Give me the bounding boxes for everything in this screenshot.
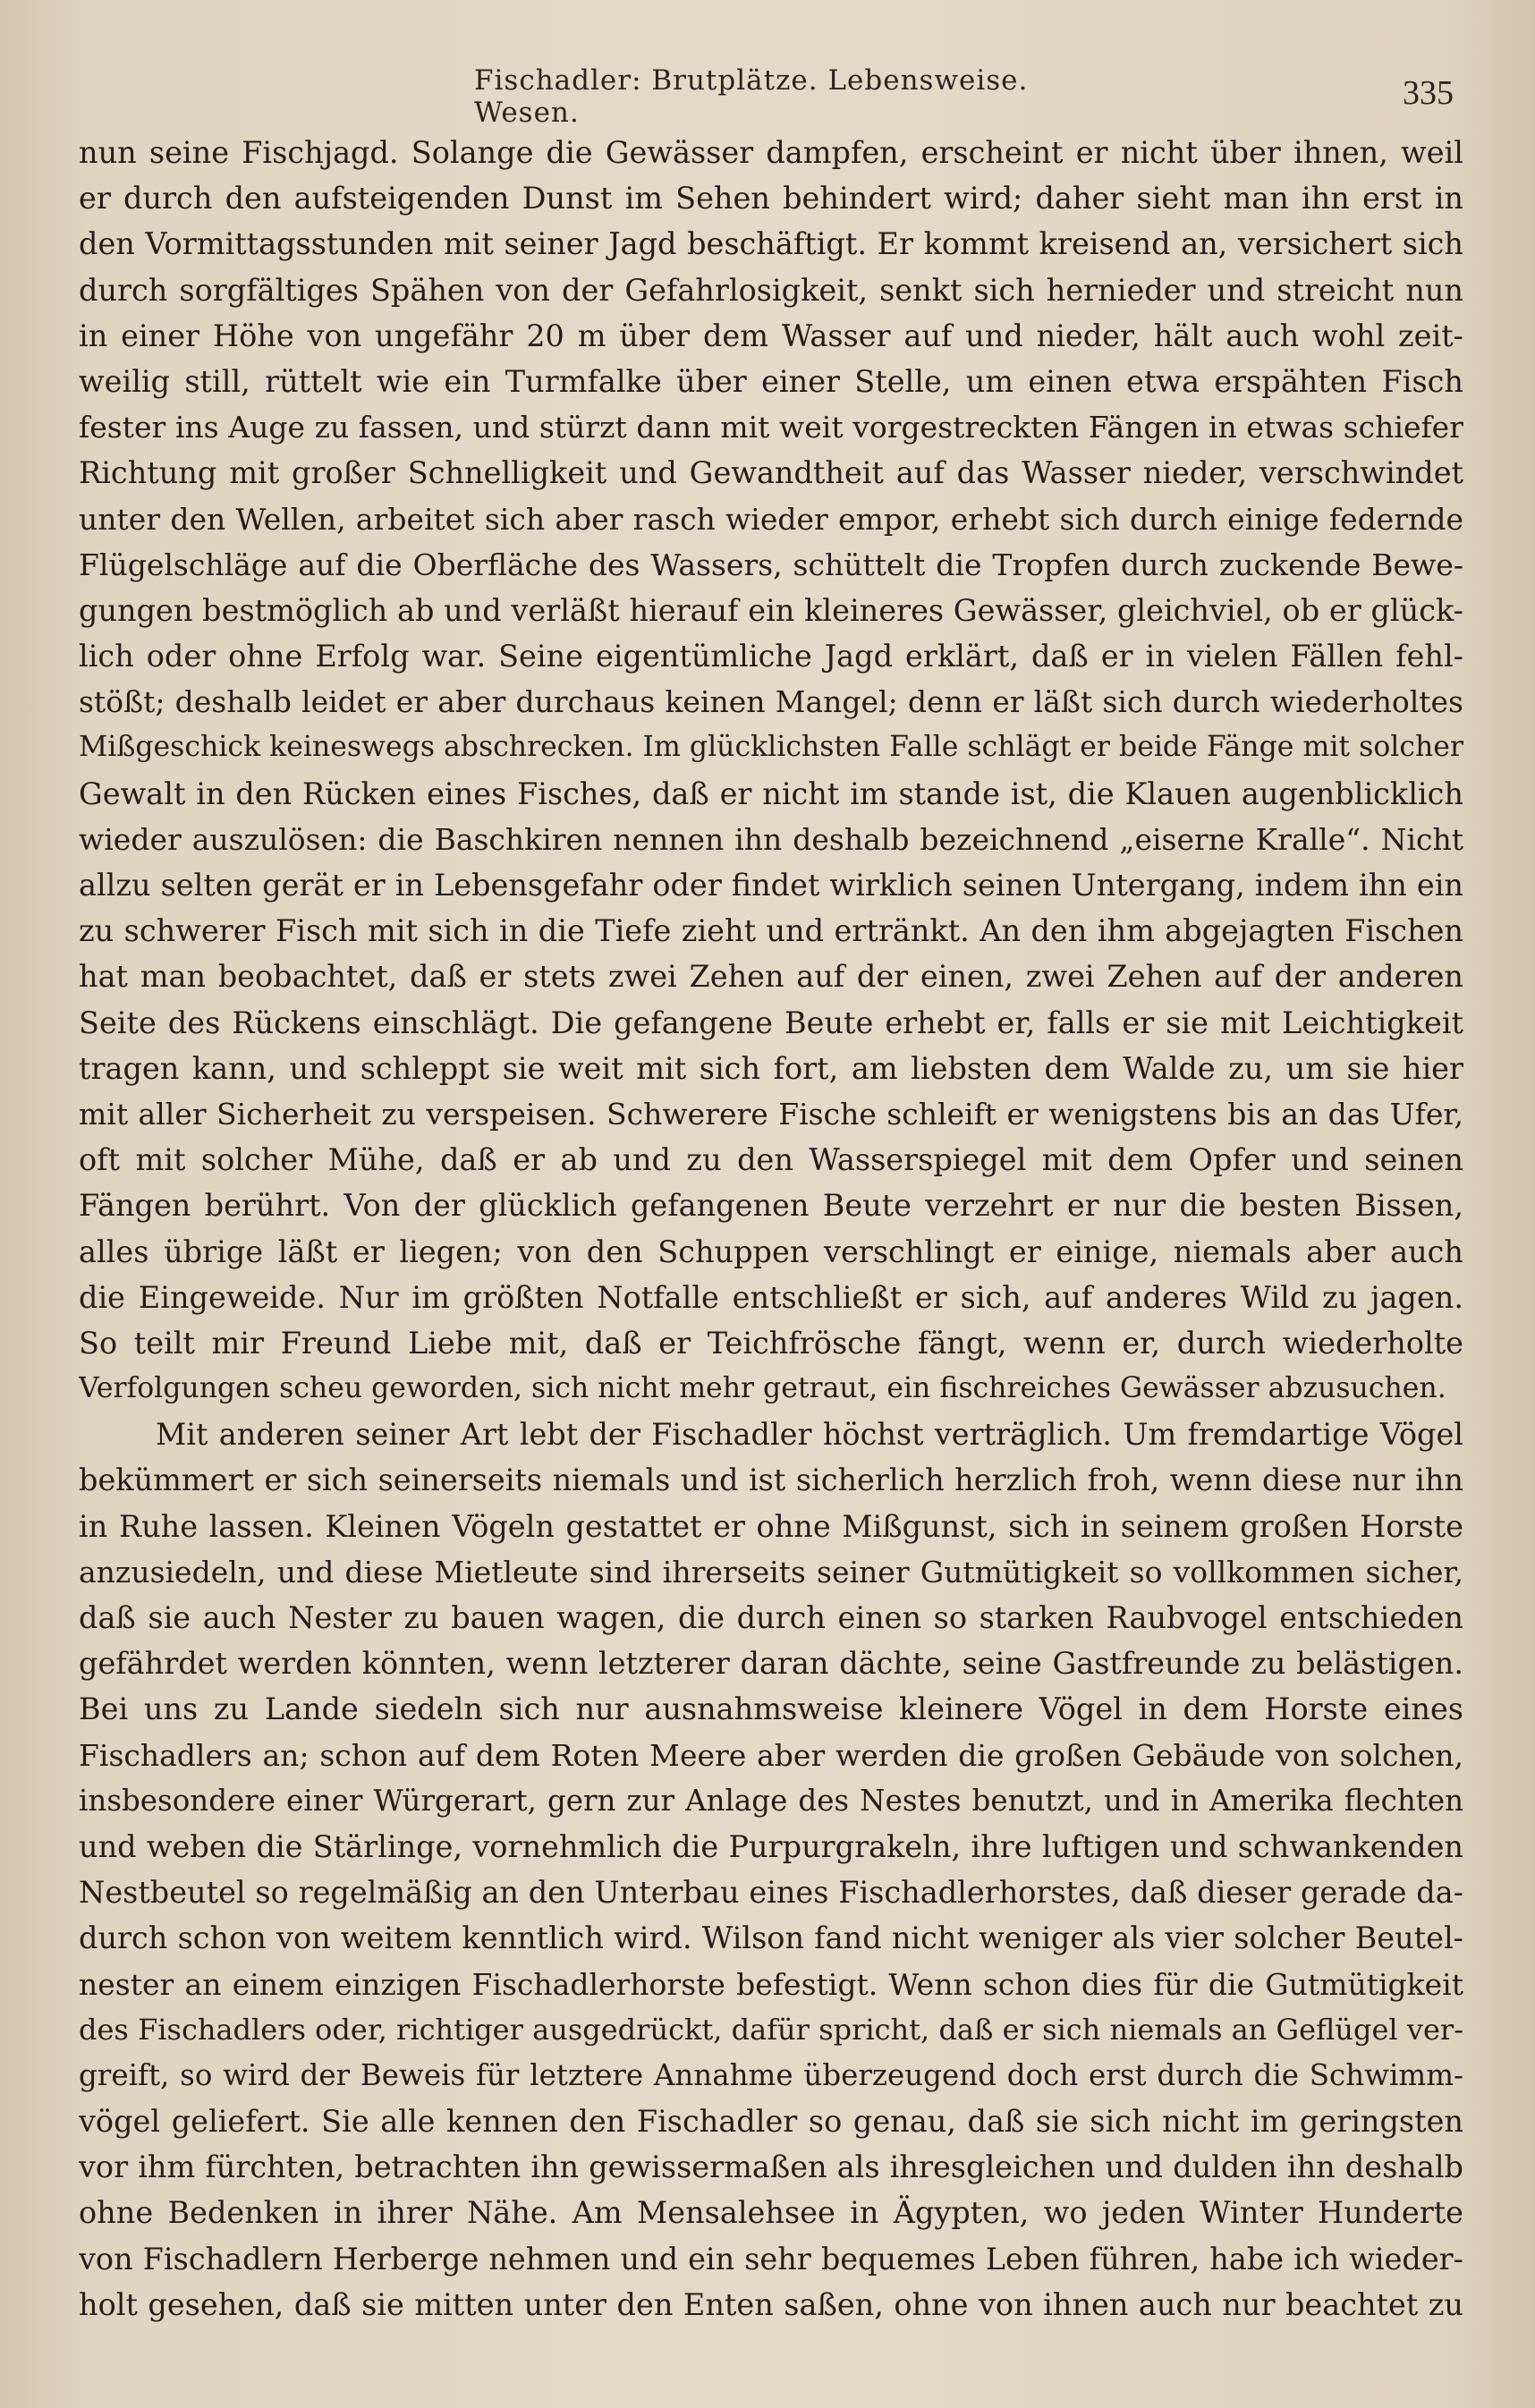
text-line: gungen bestmöglich ab und verläßt hierauf ein kleineres Gewässer, gleichviel, ob er glück- xyxy=(79,592,1463,628)
page-number: 335 xyxy=(1403,74,1454,112)
text-line: gefährdet werden könnten, wenn letzterer daran dächte, seine Gastfreunde zu belästigen. xyxy=(79,1646,1463,1682)
text-line: Fängen berührt. Von der glücklich gefangenen Beute verzehrt er nur die besten Bissen, xyxy=(79,1188,1463,1224)
text-line: Verfolgungen scheu geworden, sich nicht mehr getraut, ein fischreiches Gewässer abzusuchen. xyxy=(79,1372,1446,1405)
text-line: ohne Bedenken in ihrer Nähe. Am Mensalehsee in Ägypten, wo jeden Winter Hunderte xyxy=(79,2195,1463,2231)
text-line: stößt; deshalb leidet er aber durchaus keinen Mangel; denn er läßt sich durch wiederholtes xyxy=(79,684,1463,720)
text-line: bekümmert er sich seinerseits niemals und ist sicherlich herzlich froh, wenn diese nur ihn xyxy=(79,1463,1463,1498)
text-line: Fischadlers an; schon auf dem Roten Meere aber werden die großen Gebäude von solchen, xyxy=(79,1737,1463,1773)
text-line: des Fischadlers oder, richtiger ausgedrückt, dafür spricht, daß er sich niemals an Geflügel ver- xyxy=(79,2012,1463,2047)
running-head: Fischadler: Brutplätze. Lebensweise. Wesen. xyxy=(474,64,1029,129)
text-line: weilig still, rüttelt wie ein Turmfalke über einer Stelle, um einen etwa erspähten Fisch xyxy=(79,363,1463,399)
text-line: alles übrige läßt er liegen; von den Schuppen verschlingt er einige, niemals aber auch xyxy=(79,1234,1463,1269)
text-line: Mit anderen seiner Art lebt der Fischadler höchst verträglich. Um fremdartige Vögel xyxy=(156,1417,1463,1453)
text-line: nester an einem einzigen Fischadlerhorste befestigt. Wenn schon dies für die Gutmütigkeit xyxy=(79,1966,1463,2002)
text-line: vögel geliefert. Sie alle kennen den Fischadler so genau, daß sie sich nicht im geringsten xyxy=(79,2104,1463,2140)
text-line: wieder auszulösen: die Baschkiren nennen ihn deshalb bezeichnend „eiserne Kralle“. Nicht xyxy=(79,821,1463,857)
text-line: Richtung mit großer Schnelligkeit und Gewandtheit auf das Wasser nieder, verschwindet xyxy=(79,455,1463,491)
text-line: holt gesehen, daß sie mitten unter den Enten saßen, ohne von ihnen auch nur beachtet zu xyxy=(79,2286,1463,2322)
text-line: lich oder ohne Erfolg war. Seine eigentümliche Jagd erklärt, daß er in vielen Fällen fehl- xyxy=(79,639,1463,674)
text-line: er durch den aufsteigenden Dunst im Sehen behindert wird; daher sieht man ihn erst in xyxy=(79,181,1463,216)
text-line xyxy=(79,2327,1463,2373)
text-line: Gewalt in den Rücken eines Fisches, daß er nicht im stande ist, die Klauen augenblicklich xyxy=(79,776,1463,811)
text-line: insbesondere einer Würgerart, gern zur Anlage des Nestes benutzt, und in Amerika flechten xyxy=(79,1783,1463,1818)
text-line: unter den Wellen, arbeitet sich aber rasch wieder empor, erhebt sich durch einige federnde xyxy=(79,501,1463,537)
text-line: hat man beobachtet, daß er stets zwei Zehen auf der einen, zwei Zehen auf der anderen xyxy=(79,959,1463,995)
text-line: durch sorgfältiges Spähen von der Gefahrlosigkeit, senkt sich hernieder und streicht nun xyxy=(79,272,1463,308)
text-line: Mißgeschick keineswegs abschrecken. Im glücklichsten Falle schlägt er beide Fänge mit solcher xyxy=(79,731,1463,764)
text-line: in einer Höhe von ungefähr 20 m über dem Wasser auf und nieder, hält auch wohl zeit- xyxy=(79,318,1463,353)
text-line: durch schon von weitem kenntlich wird. Wilson fand nicht weniger als vier solcher Beutel- xyxy=(79,1920,1463,1956)
text-line: So teilt mir Freund Liebe mit, daß er Teichfrösche fängt, wenn er, durch wiederholte xyxy=(79,1325,1463,1361)
body-text xyxy=(79,130,1463,2373)
text-line: vor ihm fürchten, betrachten ihn gewissermaßen als ihresgleichen und dulden ihn deshalb xyxy=(79,2149,1463,2185)
text-line: tragen kann, und schleppt sie weit mit sich fort, am liebsten dem Walde zu, um sie hier xyxy=(79,1050,1463,1086)
text-line: daß sie auch Nester zu bauen wagen, die durch einen so starken Raubvogel entschieden xyxy=(79,1600,1463,1635)
text-line: Bei uns zu Lande siedeln sich nur ausnahmsweise kleinere Vögel in dem Horste eines xyxy=(79,1692,1463,1727)
text-line: die Eingeweide. Nur im größten Notfalle entschließt er sich, auf anderes Wild zu jagen. xyxy=(79,1279,1463,1315)
text-line: fester ins Auge zu fassen, und stürzt dann mit weit vorgestreckten Fängen in etwas schiefer xyxy=(79,410,1463,445)
text-line: von Fischadlern Herberge nehmen und ein sehr bequemes Leben führen, habe ich wieder- xyxy=(79,2241,1463,2277)
text-line: greift, so wird der Beweis für letztere Annahme überzeugend doch erst durch die Schwimm- xyxy=(79,2057,1463,2092)
text-line: in Ruhe lassen. Kleinen Vögeln gestattet er ohne Mißgunst, sich in seinem großen Horste xyxy=(79,1508,1463,1544)
text-line: zu schwerer Fisch mit sich in die Tiefe zieht und ertränkt. An den ihm abgejagten Fischen xyxy=(79,913,1463,949)
text-line: anzusiedeln, und diese Mietleute sind ihrerseits seiner Gutmütigkeit so vollkommen sicher, xyxy=(79,1554,1463,1590)
text-line: mit aller Sicherheit zu verspeisen. Schwerere Fische schleift er wenigstens bis an das Ufer, xyxy=(79,1096,1463,1132)
text-line: nun seine Fischjagd. Solange die Gewässer dampfen, erscheint er nicht über ihnen, weil xyxy=(79,135,1463,170)
text-line: allzu selten gerät er in Lebensgefahr oder findet wirklich seinen Untergang, indem ihn ein xyxy=(79,868,1463,903)
text-line: den Vormittagsstunden mit seiner Jagd beschäftigt. Er kommt kreisend an, versichert sich xyxy=(79,226,1463,262)
text-line: oft mit solcher Mühe, daß er ab und zu den Wasserspiegel mit dem Opfer und seinen xyxy=(79,1142,1463,1178)
text-line: Flügelschläge auf die Oberfläche des Wassers, schüttelt die Tropfen durch zuckende Bewe- xyxy=(79,547,1463,582)
text-line: und weben die Stärlinge, vornehmlich die Purpurgrakeln, ihre luftigen und schwankenden xyxy=(79,1828,1463,1864)
text-line: Nestbeutel so regelmäßig an den Unterbau eines Fischadlerhorstes, daß dieser gerade da- xyxy=(79,1875,1463,1911)
text-line: Seite des Rückens einschlägt. Die gefangene Beute erhebt er, falls er sie mit Leichtigkeit xyxy=(79,1005,1463,1040)
